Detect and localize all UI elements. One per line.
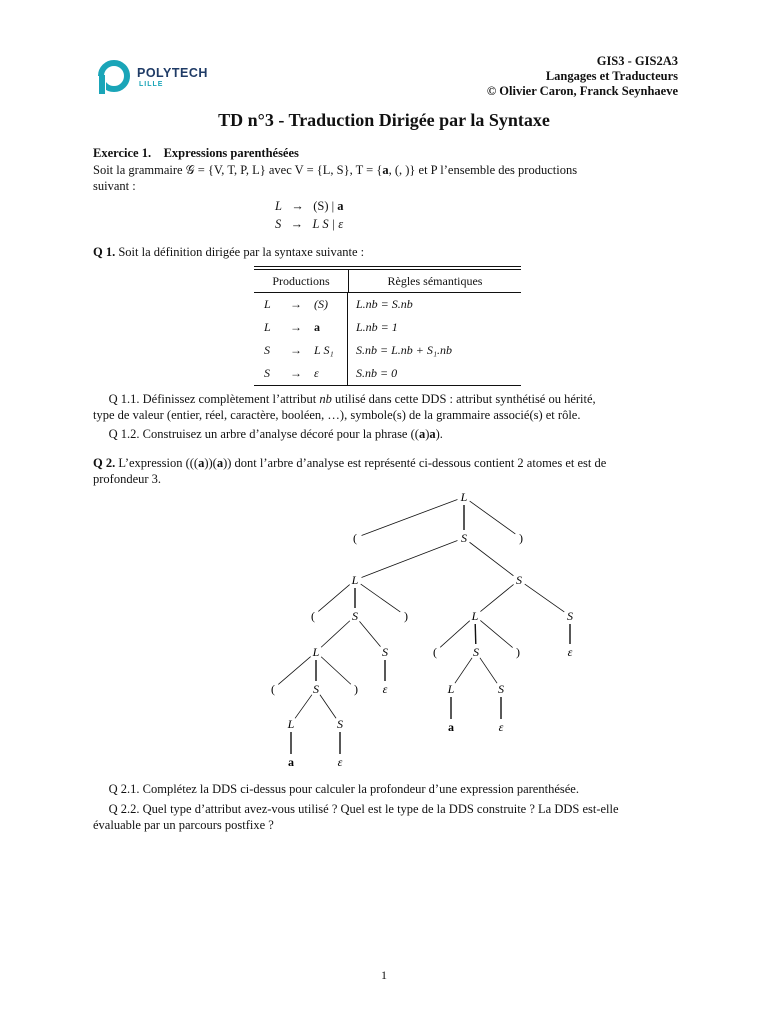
tree-edge [455,658,472,683]
q2-atom-2: a [216,456,224,470]
tree-node: ε [337,755,343,769]
exercise-name: Expressions parenthésées [163,146,299,160]
logo-subtitle: LILLE [139,81,164,88]
tree-node: ) [404,609,408,623]
tree-node: S [337,717,343,731]
prod-arrow: → [290,320,302,334]
prod-arrow: → [290,343,302,357]
tree-node: S [382,645,388,659]
tree-edge [362,499,458,535]
q2-2 [93,802,678,833]
tree-node: S [461,531,467,545]
prod-arrow: → [290,297,302,311]
tree-edge [318,585,349,612]
q2-text-f: profondeur 3. [93,471,162,486]
q12-atom-2: a [429,427,436,441]
grammar-arrow: → [291,199,304,213]
authors: © Olivier Caron, Franck Seynhaeve [486,84,678,98]
q11-text-a: Q 1.1. Définissez complètement l’attribut [108,392,320,406]
page-number: 1 [381,968,387,982]
grammar-lhs: S [275,217,282,231]
tree-edge [278,657,310,685]
tree-node: a [288,755,294,769]
prod-rhs: L S₁ [314,343,334,357]
prod-rhs: a [314,320,320,334]
dds-rule: L.nb = 1 [356,320,398,334]
dds-rule: S.nb = 0 [356,366,398,380]
q11-text-c: type de valeur (entier, réel, caractère, booléen, …), symbole(s) de la grammaire associé(s) et rôle. [93,407,581,422]
logo-wordmark: POLYTECH [137,66,208,80]
q11-attr: nb [319,392,332,406]
intro-part1: Soit la grammaire 𝒢 = {V, T, P, L} avec V = {L, S}, T = { [93,163,383,177]
tree-node: ( [353,531,357,545]
course-name: Langages et Traducteurs [545,69,678,83]
tree-node: S [473,645,479,659]
col-productions: Productions [254,270,349,292]
tree-node: ) [519,531,523,545]
tree-edge [480,584,513,611]
tree-node: S [498,682,504,696]
tree-node: S [516,573,522,587]
tree-edge [480,620,512,647]
grammar-rhs: L S | ε [312,217,344,231]
q22-text-b: évaluable par un parcours postfixe ? [93,817,274,832]
tree-edge [361,584,401,612]
tree-node: ε [567,645,573,659]
exercise-label: Exercice 1. [93,146,152,160]
prod-rhs: (S) [314,297,328,311]
tree-node: L [351,573,359,587]
q12-text-e: ). [435,427,443,441]
grammar-arrow: → [290,217,304,231]
prod-rhs: ε [314,366,319,380]
tree-node: S [567,609,573,623]
col-rules: Règles sémantiques [387,274,483,288]
tree-node: a [448,720,454,734]
tree-edge [480,658,497,683]
q1-label: Q 1. [93,245,116,259]
page-title: TD n°3 - Traduction Dirigée par la Syntaxe [218,110,550,130]
q12-text-a: Q 1.2. Construisez un arbre d’analyse décoré pour la phrase (( [108,427,419,441]
dds-rule: S.nb = L.nb + S₁.nb [356,343,453,357]
tree-edge [440,621,470,648]
tree-node: ) [354,682,358,696]
q2-label: Q 2. [93,456,116,470]
tree-edge [525,584,565,612]
intro-part3: suivant : [93,178,136,193]
q2-atom-1: a [198,456,205,470]
q11-text-b: utilisé dans cette DDS : attribut synthétisé ou hérité, [331,392,596,406]
q12-text-c: ) [425,427,430,441]
tree-node: ε [498,720,504,734]
tree-edge [470,542,514,576]
tree-edge [320,695,336,718]
tree-node: L [312,645,320,659]
course-code: GIS3 - GIS2A3 [596,54,678,68]
prod-lhs: S [264,343,270,357]
grammar-rhs-atom: a [337,199,344,213]
tree-node: L [447,682,455,696]
grammar-rhs: (S) | [313,199,338,213]
intro-atom: a [382,163,389,177]
tree-node: ( [433,645,437,659]
grammar-lhs: L [275,199,282,213]
tree-edge [321,657,351,684]
q21-text: Q 2.1. Complétez la DDS ci-dessus pour calculer la profondeur d’une expression parenthésée. [108,782,579,796]
q12-atom-1: a [418,427,426,441]
prod-lhs: L [264,320,271,334]
tree-node: ( [311,609,315,623]
tree-node: S [352,609,358,623]
tree-edge [470,501,516,534]
tree-node: S [313,682,319,696]
tree-node: L [287,717,295,731]
dds-rule: L.nb = S.nb [356,297,413,311]
q1-text: Soit la définition dirigée par la syntaxe suivante : [118,245,365,259]
q2-text-e: )) dont l’arbre d’analyse est représenté ci-dessous contient 2 atomes et est de [223,456,607,470]
tree-node: ) [516,645,520,659]
q2-text-a: L’expression ((( [118,456,199,470]
tree-edge [475,624,476,644]
prod-lhs: L [264,297,271,311]
intro-part2: , (, )} et P l’ensemble des productions [388,163,578,177]
prod-lhs: S [264,366,270,380]
tree-edge [362,541,458,578]
q2-text-c: ))( [204,456,217,470]
tree-node: L [460,490,468,504]
tree-node: L [471,609,479,623]
tree-edge [321,621,350,648]
tree-node: ε [382,682,388,696]
tree-edge [359,621,380,646]
prod-arrow: → [290,366,302,380]
q22-text-a: Q 2.2. Quel type d’attribut avez-vous utilisé ? Quel est le type de la DDS construite ? La DDS est-elle [108,802,619,816]
q2-1 [93,782,678,798]
tree-node: ( [271,682,275,696]
tree-edge [295,695,312,719]
